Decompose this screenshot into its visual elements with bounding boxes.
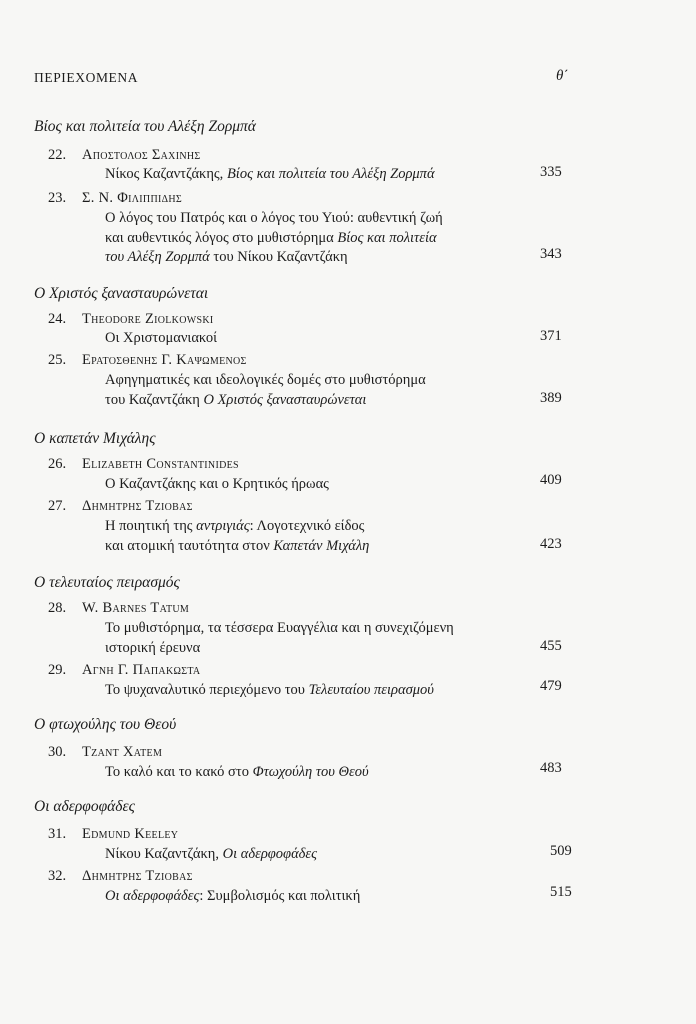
entry-author: Edmund Keeley	[82, 826, 179, 842]
entry-number: 25.	[48, 352, 67, 368]
section-title: Ο φτωχούλης του Θεού	[34, 716, 177, 733]
page-number: 343	[540, 246, 562, 262]
entry-author: Theodore Ziolkowski	[82, 311, 214, 327]
entry-heading	[48, 190, 182, 207]
entry-author: Δημητρης Τζιοβας	[82, 498, 193, 514]
entry-heading	[48, 498, 193, 515]
entry-title-line: και αυθεντικός λόγος στο μυθιστόρημα Βίος και πολιτεία	[105, 230, 437, 246]
entry-number: 32.	[48, 868, 67, 884]
entry-number: 22.	[48, 147, 67, 163]
entry-heading	[48, 352, 247, 369]
entry-heading	[48, 744, 162, 761]
entry-heading	[48, 147, 201, 164]
entry-heading	[48, 456, 239, 473]
entry-author: Αποστολος Σαχινης	[82, 147, 201, 163]
entry-number: 23.	[48, 190, 67, 206]
entry-author: Σ. Ν. Φιλιππιδης	[82, 190, 182, 206]
page-number: 389	[540, 390, 562, 406]
entry-author: Τζαντ Χατεμ	[82, 744, 163, 760]
entry-heading	[48, 868, 193, 885]
section-title: Ο Χριστός ξανασταυρώνεται	[34, 285, 209, 302]
entry-heading	[48, 662, 200, 679]
entry-title-line: ιστορική έρευνα	[105, 640, 201, 656]
entry-title-line: Το ψυχαναλυτικό περιεχόμενο του Τελευταίου πειρασμού	[105, 682, 434, 698]
page-number: 479	[540, 678, 562, 694]
entry-title-line: Νίκου Καζαντζάκη, Οι αδερφοφάδες	[105, 846, 318, 862]
page-number: 483	[540, 760, 562, 776]
entry-title-line: του Αλέξη Ζορμπά του Νίκου Καζαντζάκη	[105, 249, 348, 265]
page-number: 371	[540, 328, 562, 344]
entry-title-line: Η ποιητική της αντριγιάς: Λογοτεχνικό είδος	[105, 518, 365, 534]
page-number: 423	[540, 536, 562, 552]
entry-author: W. Barnes Tatum	[82, 600, 190, 616]
page-folio: θ΄	[556, 68, 569, 84]
page-number: 409	[540, 472, 562, 488]
section-title: Ο καπετάν Μιχάλης	[34, 430, 156, 447]
entry-title-line: Το καλό και το κακό στο Φτωχούλη του Θεού	[105, 764, 369, 780]
entry-author: Elizabeth Constantinides	[82, 456, 239, 472]
page-number: 455	[540, 638, 562, 654]
page-number: 509	[550, 843, 572, 859]
section-title: Βίος και πολιτεία του Αλέξη Ζορμπά	[34, 118, 256, 135]
entry-heading	[48, 826, 178, 843]
entry-heading	[48, 600, 189, 617]
page-number: 515	[550, 884, 572, 900]
page-number: 335	[540, 164, 562, 180]
entry-title-line: Το μυθιστόρημα, τα τέσσερα Ευαγγέλια και η συνεχιζόμενη	[105, 620, 454, 636]
entry-title-line: Οι αδερφοφάδες: Συμβολισμός και πολιτική	[105, 888, 361, 904]
section-title: Ο τελευταίος πειρασμός	[34, 574, 180, 591]
entry-title-line: και ατομική ταυτότητα στον Καπετάν Μιχάλη	[105, 538, 370, 554]
entry-title-line: Νίκος Καζαντζάκης, Βίος και πολιτεία του Αλέξη Ζορμπά	[105, 166, 435, 182]
entry-heading	[48, 311, 213, 328]
running-head: ΠΕΡΙΕΧΟΜΕΝΑ	[34, 70, 139, 85]
entry-number: 29.	[48, 662, 67, 678]
entry-title-line: Οι Χριστομανιακοί	[105, 330, 218, 346]
entry-title-line: Αφηγηματικές και ιδεολογικές δομές στο μυθιστόρημα	[105, 372, 426, 388]
entry-number: 24.	[48, 311, 67, 327]
entry-title-line: Ο λόγος του Πατρός και ο λόγος του Υιού: αυθεντική ζωή	[105, 210, 443, 226]
entry-number: 28.	[48, 600, 67, 616]
entry-number: 27.	[48, 498, 67, 514]
entry-title-line: του Καζαντζάκη Ο Χριστός ξανασταυρώνεται	[105, 392, 367, 408]
entry-number: 30.	[48, 744, 67, 760]
section-title: Οι αδερφοφάδες	[34, 798, 135, 815]
entry-author: Δημητρης Τζιοβας	[82, 868, 193, 884]
entry-title-line: Ο Καζαντζάκης και ο Κρητικός ήρωας	[105, 476, 329, 492]
entry-number: 26.	[48, 456, 67, 472]
entry-author: Ερατοσθενης Γ. Καψωμενος	[82, 352, 247, 368]
entry-author: Αγνη Γ. Παπακωστα	[82, 662, 201, 678]
entry-number: 31.	[48, 826, 67, 842]
